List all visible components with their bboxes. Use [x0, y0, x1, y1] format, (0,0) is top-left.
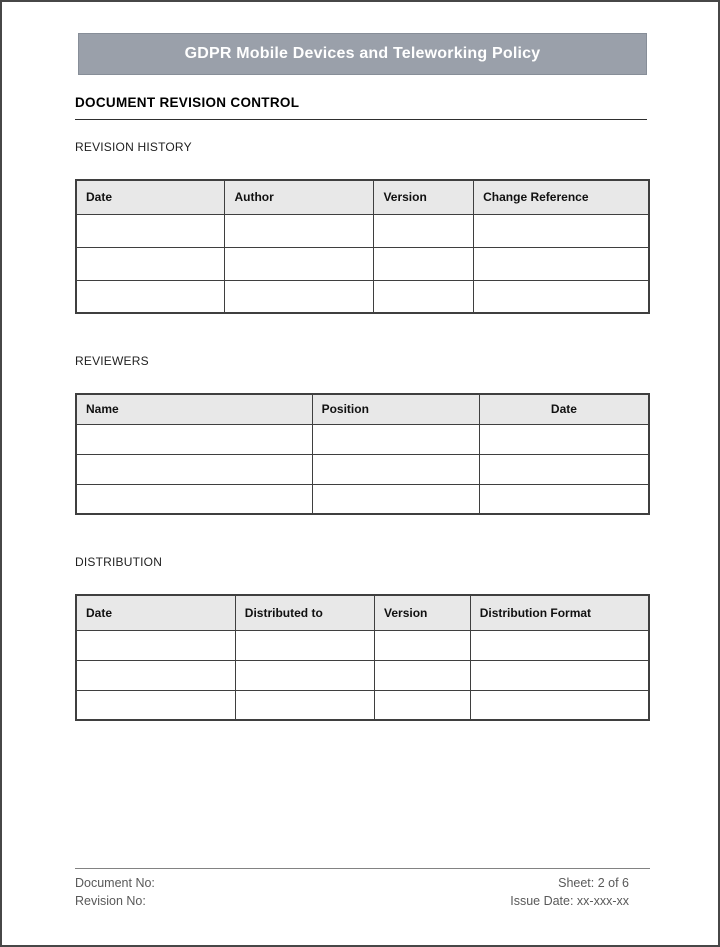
column-header-date: Date: [479, 394, 649, 424]
table-cell: [312, 424, 479, 454]
table-cell: [225, 247, 374, 280]
table-header-row: [76, 180, 649, 214]
table-cell: [76, 660, 235, 690]
table-row: [76, 484, 649, 514]
table-cell: [76, 247, 225, 280]
table-cell: [312, 484, 479, 514]
table-cell: [375, 630, 471, 660]
table-row: [76, 214, 649, 247]
table-cell: [76, 214, 225, 247]
page-footer: [75, 868, 650, 910]
table-cell: [312, 454, 479, 484]
table-row: [76, 630, 649, 660]
table-cell: [76, 454, 312, 484]
footer-left: [75, 874, 155, 910]
table-cell: [479, 484, 649, 514]
section-label-revision-history: REVISION HISTORY: [75, 140, 192, 154]
column-header-distribution-format: Distribution Format: [470, 595, 649, 630]
table-cell: [474, 247, 649, 280]
column-header-name: Name: [76, 394, 312, 424]
distribution-table: [75, 594, 650, 721]
table-row: [76, 424, 649, 454]
table-cell: [474, 280, 649, 313]
column-header-change-reference: Change Reference: [474, 180, 649, 214]
table-cell: [375, 660, 471, 690]
table-row: [76, 660, 649, 690]
document-no-label: Document No:: [75, 876, 155, 890]
table-cell: [375, 690, 471, 720]
table-cell: [225, 280, 374, 313]
table-header-row: [76, 595, 649, 630]
column-header-date: Date: [76, 595, 235, 630]
table-cell: [235, 630, 374, 660]
document-title: GDPR Mobile Devices and Teleworking Policy: [184, 45, 541, 62]
table-cell: [76, 424, 312, 454]
table-cell: [76, 484, 312, 514]
table-row: [76, 280, 649, 313]
table-cell: [235, 690, 374, 720]
column-header-distributed-to: Distributed to: [235, 595, 374, 630]
column-header-version: Version: [375, 595, 471, 630]
table-cell: [374, 214, 474, 247]
page-heading: DOCUMENT REVISION CONTROL: [75, 95, 647, 120]
revision-history-table: [75, 179, 650, 314]
table-cell: [470, 630, 649, 660]
reviewers-table: [75, 393, 650, 515]
footer-right: [510, 874, 650, 910]
table-cell: [479, 424, 649, 454]
table-cell: [479, 454, 649, 484]
table-cell: [470, 660, 649, 690]
table-row: [76, 690, 649, 720]
column-header-version: Version: [374, 180, 474, 214]
table-cell: [235, 660, 374, 690]
issue-date: Issue Date: xx-xxx-xx: [510, 894, 629, 908]
table-row: [76, 454, 649, 484]
table-cell: [474, 214, 649, 247]
table-cell: [76, 630, 235, 660]
revision-no-label: Revision No:: [75, 894, 146, 908]
sheet-number: Sheet: 2 of 6: [558, 876, 629, 890]
column-header-position: Position: [312, 394, 479, 424]
table-cell: [76, 280, 225, 313]
table-cell: [225, 214, 374, 247]
table-cell: [374, 247, 474, 280]
table-cell: [374, 280, 474, 313]
table-cell: [76, 690, 235, 720]
table-cell: [470, 690, 649, 720]
table-row: [76, 247, 649, 280]
document-title-banner: [78, 33, 647, 75]
column-header-author: Author: [225, 180, 374, 214]
table-header-row: [76, 394, 649, 424]
section-label-distribution: DISTRIBUTION: [75, 555, 163, 569]
section-label-reviewers: REVIEWERS: [75, 354, 149, 368]
column-header-date: Date: [76, 180, 225, 214]
